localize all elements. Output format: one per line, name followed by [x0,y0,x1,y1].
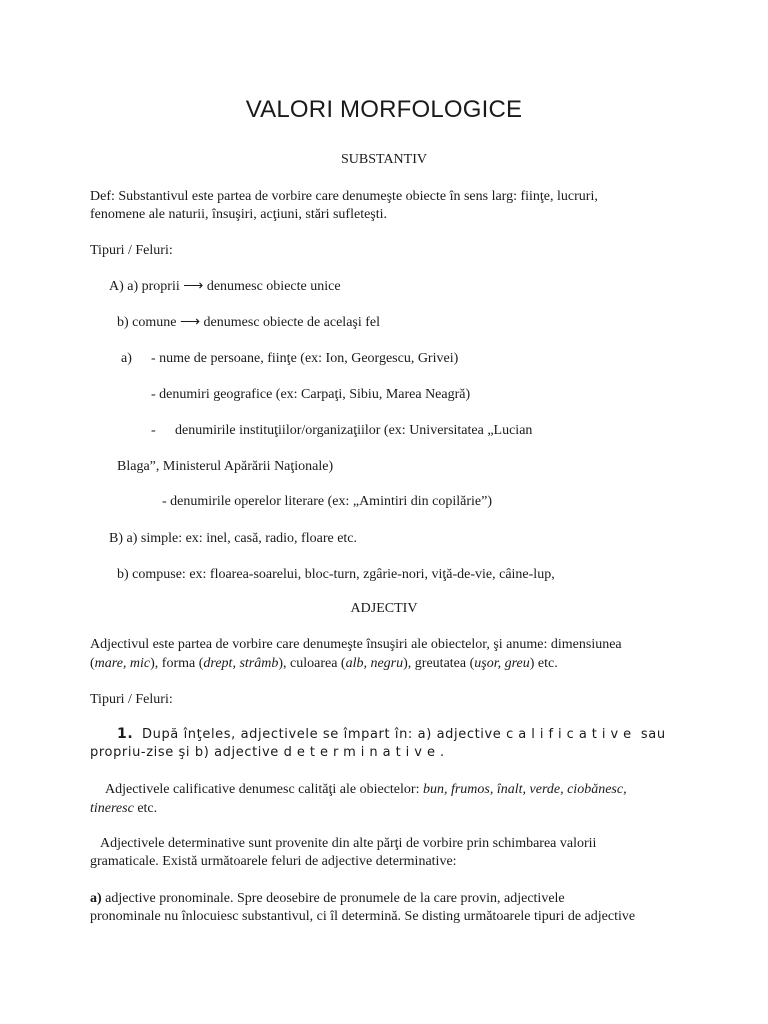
text-segment: ), greutatea ( [403,656,475,671]
list-item-institutii: denumirile instituţiilor/organizaţiilor (ex: Universitatea „Lucian [175,423,533,438]
page-title: VALORI MORFOLOGICE [245,96,523,123]
term-calificative: calificative [506,727,637,742]
calificative-line-2 [90,799,157,818]
substantiv-definition-line-1: Def: Substantivul este partea de vorbire care denumeşte obiecte în sens larg: fiinţe, lucruri, [90,189,598,204]
text-segment: ), forma ( [150,656,204,671]
list-item-persoane: - nume de persoane, fiinţe (ex: Ion, Georgescu, Grivei) [151,351,459,366]
example-greutate: uşor, greu [474,656,530,671]
text-segment: După înţeles, adjectivele se împart în: a) adjective [142,727,502,742]
text-segment: Adjectivele calificative denumesc calităţi ale obiectelor: [105,782,420,797]
type-compuse: b) compuse: ex: floarea-soarelui, bloc-turn, zgârie-nori, viţă-de-vie, câine-lup, [117,567,555,582]
example-forma: drept, strâmb [203,656,279,671]
list-item-geografice: - denumiri geografice (ex: Carpaţi, Sibiu, Marea Neagră) [151,387,471,402]
point-number: 1. [117,726,134,742]
list-item-opere: - denumirile operelor literare (ex: „Amintiri din copilărie”) [162,494,493,509]
classification-point-line-1 [117,724,666,745]
calificative-line-1 [105,780,627,799]
text-segment: sau [640,727,666,742]
type-comune: b) comune ⟶ denumesc obiecte de acelaşi fel [117,315,381,330]
text-segment: ), culoarea ( [278,656,346,671]
adjectiv-definition-line-1: Adjectivul este partea de vorbire care denumeşte însuşiri ale obiectelor, şi anume: dimensiunea [90,637,622,652]
type-simple: B) a) simple: ex: inel, casă, radio, floare etc. [109,531,358,546]
determinative-line-1: Adjectivele determinative sunt provenite din alte părţi de vorbire prin schimbarea valorii [100,836,597,851]
example-dimensiune: mare, mic [94,656,151,671]
text-segment: adjective pronominale. Spre deosebire de pronumele de la care provin, adjectivele [105,891,565,906]
text-segment: etc. [137,801,158,816]
section-heading-adjectiv: ADJECTIV [350,601,418,616]
list-item-institutii-continued: Blaga”, Ministerul Apărării Naţionale) [117,459,334,474]
pronominale-line-1 [90,889,565,908]
example-culoare: alb, negru [345,656,404,671]
adjectiv-definition-line-2 [90,654,558,673]
pronominale-label: a) [90,891,102,906]
type-proprii: A) a) proprii ⟶ denumesc obiecte unice [109,279,341,294]
section-heading-substantiv: SUBSTANTIV [341,152,427,167]
text-segment: ) etc. [529,656,558,671]
determinative-line-2: gramaticale. Există următoarele feluri de adjective determinative: [90,854,457,869]
list-item-dash: - [151,423,156,438]
substantiv-types-label: Tipuri / Feluri: [90,243,173,258]
term-determinative: determinative. [283,745,450,760]
substantiv-definition-line-2: fenomene ale naturii, însuşiri, acţiuni, stări sufleteşti. [90,207,388,222]
pronominale-line-2: pronominale nu înlocuiesc substantivul, ci îl determină. Se disting următoarele tipuri de adjective [90,909,636,924]
calificative-example-tineresc: tineresc [90,801,134,816]
adjectiv-types-label: Tipuri / Feluri: [90,692,173,707]
calificative-examples: bun, frumos, înalt, verde, ciobănesc, [422,782,627,797]
list-marker-a: a) [121,351,132,366]
text-segment: ( [90,656,95,671]
classification-point-line-2 [90,743,449,763]
text-segment: propriu-zise şi b) adjective [90,745,279,760]
